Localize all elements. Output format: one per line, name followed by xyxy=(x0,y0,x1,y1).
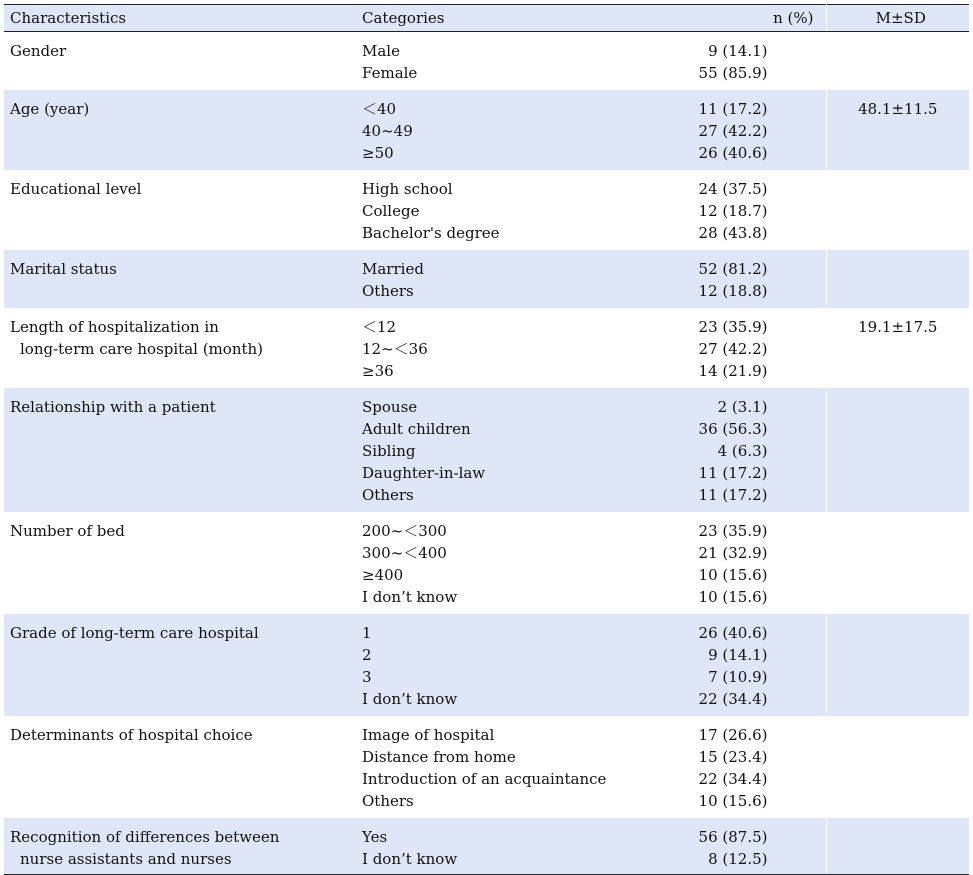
category-label: ≥50 xyxy=(362,144,394,162)
category-label: Married xyxy=(362,260,424,278)
n-percent-value: 52 (81.2) xyxy=(698,260,768,278)
table-row xyxy=(4,170,969,250)
table-header-row xyxy=(4,5,969,32)
n-percent-cell xyxy=(695,90,826,170)
n-percent-cell xyxy=(695,308,826,388)
characteristics-table xyxy=(4,4,969,875)
category-label: Bachelor's degree xyxy=(362,224,500,242)
category-label: I don’t know xyxy=(362,690,458,708)
category-label: College xyxy=(362,202,420,220)
category-label: I don’t know xyxy=(362,850,458,868)
n-percent-value: 2 (3.1) xyxy=(717,398,768,416)
characteristic-cell xyxy=(4,90,356,170)
category-label: 1 xyxy=(362,624,372,642)
category-label: 3 xyxy=(362,668,372,686)
characteristic-label: Length of hospitalization in xyxy=(10,318,219,336)
characteristic-label: Grade of long-term care hospital xyxy=(10,624,259,642)
table-row xyxy=(4,32,969,91)
table-row xyxy=(4,614,969,716)
msd-cell xyxy=(826,388,969,512)
category-label: Adult children xyxy=(362,420,471,438)
n-percent-value: 10 (15.6) xyxy=(698,566,768,584)
table-row xyxy=(4,250,969,308)
n-percent-value: 27 (42.2) xyxy=(698,340,768,358)
n-percent-cell xyxy=(695,388,826,512)
n-percent-value: 12 (18.8) xyxy=(698,282,768,300)
n-percent-value: 10 (15.6) xyxy=(698,792,768,810)
n-percent-value: 24 (37.5) xyxy=(698,180,768,198)
n-percent-value: 26 (40.6) xyxy=(698,624,768,642)
category-label: Female xyxy=(362,64,418,82)
n-percent-value: 28 (43.8) xyxy=(698,224,768,242)
category-cell xyxy=(356,716,695,818)
category-cell xyxy=(356,512,695,614)
msd-cell xyxy=(826,250,969,308)
category-cell xyxy=(356,170,695,250)
characteristic-cell xyxy=(4,388,356,512)
category-cell xyxy=(356,614,695,716)
n-percent-value: 22 (34.4) xyxy=(698,770,768,788)
n-percent-value: 7 (10.9) xyxy=(708,668,768,686)
category-label: 200~＜300 xyxy=(362,522,447,540)
n-percent-value: 14 (21.9) xyxy=(698,362,768,380)
category-label: ≥400 xyxy=(362,566,404,584)
n-percent-value: 8 (12.5) xyxy=(708,850,768,868)
n-percent-value: 17 (26.6) xyxy=(698,726,768,744)
category-cell xyxy=(356,308,695,388)
table-row xyxy=(4,308,969,388)
category-cell xyxy=(356,818,695,875)
n-percent-cell xyxy=(695,32,826,91)
n-percent-value: 11 (17.2) xyxy=(698,100,768,118)
n-percent-value: 23 (35.9) xyxy=(698,318,768,336)
category-label: Others xyxy=(362,486,414,504)
n-percent-cell xyxy=(695,716,826,818)
category-label: I don’t know xyxy=(362,588,458,606)
category-cell xyxy=(356,90,695,170)
msd-cell xyxy=(826,512,969,614)
category-cell xyxy=(356,32,695,91)
header-categories: Categories xyxy=(356,5,695,32)
category-label: 300~＜400 xyxy=(362,544,447,562)
header-msd: M±SD xyxy=(826,5,969,32)
table-row xyxy=(4,90,969,170)
category-label: High school xyxy=(362,180,453,198)
n-percent-value: 9 (14.1) xyxy=(708,42,768,60)
characteristic-label: Gender xyxy=(10,42,67,60)
characteristic-cell xyxy=(4,170,356,250)
characteristic-label: Number of bed xyxy=(10,522,125,540)
category-label: Sibling xyxy=(362,442,416,460)
category-label: Others xyxy=(362,282,414,300)
n-percent-value: 11 (17.2) xyxy=(698,464,768,482)
n-percent-cell xyxy=(695,818,826,875)
n-percent-value: 22 (34.4) xyxy=(698,690,768,708)
n-percent-value: 4 (6.3) xyxy=(717,442,768,460)
characteristic-cell xyxy=(4,250,356,308)
category-cell xyxy=(356,250,695,308)
msd-value: 19.1±17.5 xyxy=(858,318,938,336)
characteristic-label: Determinants of hospital choice xyxy=(10,726,253,744)
n-percent-value: 9 (14.1) xyxy=(708,646,768,664)
n-percent-value: 21 (32.9) xyxy=(698,544,768,562)
header-characteristics: Characteristics xyxy=(4,5,356,32)
category-label: Image of hospital xyxy=(362,726,495,744)
msd-cell xyxy=(826,170,969,250)
msd-value: 48.1±11.5 xyxy=(858,100,938,118)
category-label: Daughter-in-law xyxy=(362,464,486,482)
characteristic-cell xyxy=(4,512,356,614)
characteristic-cell xyxy=(4,32,356,91)
msd-cell xyxy=(826,614,969,716)
characteristic-label: long-term care hospital (month) xyxy=(20,340,264,358)
category-label: Yes xyxy=(362,828,388,846)
n-percent-cell xyxy=(695,614,826,716)
category-label: Introduction of an acquaintance xyxy=(362,770,607,788)
category-label: Others xyxy=(362,792,414,810)
msd-cell xyxy=(826,818,969,875)
n-percent-value: 36 (56.3) xyxy=(698,420,768,438)
category-label: Distance from home xyxy=(362,748,516,766)
n-percent-cell xyxy=(695,250,826,308)
category-label: Spouse xyxy=(362,398,418,416)
n-percent-value: 15 (23.4) xyxy=(698,748,768,766)
category-label: 40~49 xyxy=(362,122,413,140)
header-n-percent: n (%) xyxy=(695,5,826,32)
n-percent-value: 26 (40.6) xyxy=(698,144,768,162)
table-row xyxy=(4,388,969,512)
n-percent-value: 23 (35.9) xyxy=(698,522,768,540)
n-percent-value: 11 (17.2) xyxy=(698,486,768,504)
characteristic-label: Recognition of differences between xyxy=(10,828,280,846)
n-percent-value: 27 (42.2) xyxy=(698,122,768,140)
characteristic-cell xyxy=(4,818,356,875)
characteristic-cell xyxy=(4,716,356,818)
characteristic-label: Age (year) xyxy=(10,100,90,118)
characteristic-cell xyxy=(4,614,356,716)
table-row xyxy=(4,716,969,818)
n-percent-value: 12 (18.7) xyxy=(698,202,768,220)
table-body xyxy=(4,32,969,875)
n-percent-value: 55 (85.9) xyxy=(698,64,768,82)
characteristic-label: Marital status xyxy=(10,260,117,278)
table-row xyxy=(4,512,969,614)
category-label: 2 xyxy=(362,646,372,664)
n-percent-value: 10 (15.6) xyxy=(698,588,768,606)
msd-cell xyxy=(826,90,969,170)
category-label: Male xyxy=(362,42,400,60)
n-percent-value: 56 (87.5) xyxy=(698,828,768,846)
n-percent-cell xyxy=(695,170,826,250)
category-label: ≥36 xyxy=(362,362,394,380)
characteristic-label: nurse assistants and nurses xyxy=(20,850,232,868)
category-label: 12~＜36 xyxy=(362,340,428,358)
characteristic-cell xyxy=(4,308,356,388)
msd-cell xyxy=(826,308,969,388)
characteristic-label: Educational level xyxy=(10,180,142,198)
category-label: ＜12 xyxy=(362,318,397,336)
msd-cell xyxy=(826,716,969,818)
characteristic-label: Relationship with a patient xyxy=(10,398,216,416)
n-percent-cell xyxy=(695,512,826,614)
msd-cell xyxy=(826,32,969,91)
category-cell xyxy=(356,388,695,512)
table-row xyxy=(4,818,969,875)
category-label: ＜40 xyxy=(362,100,397,118)
